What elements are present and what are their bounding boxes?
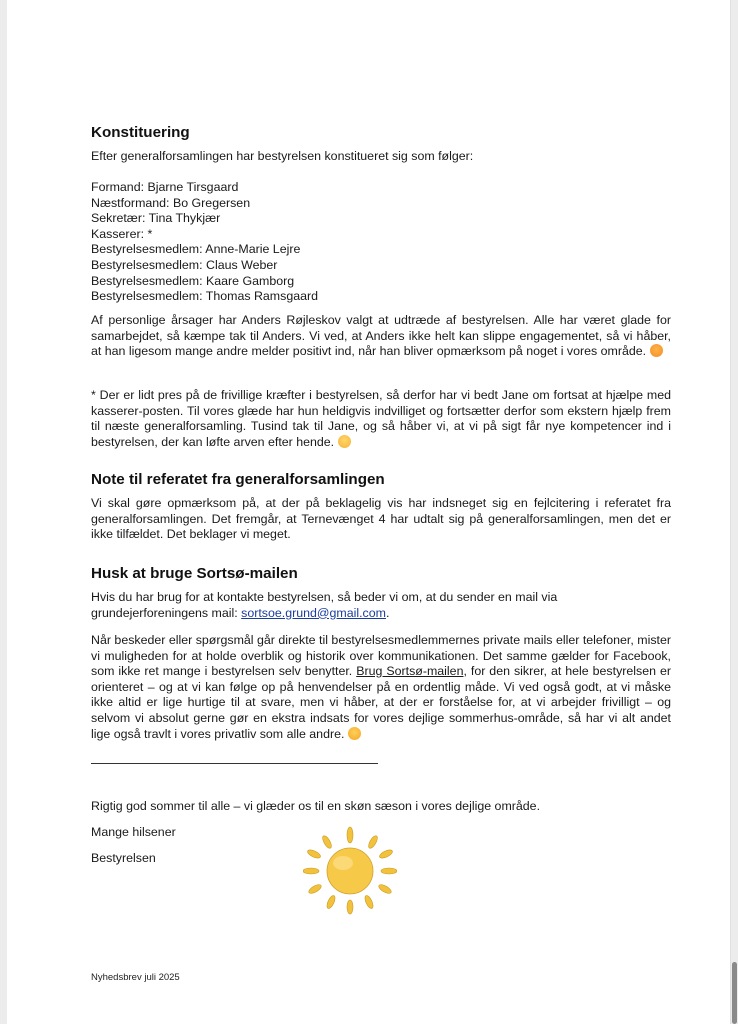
mail-intro-end: . — [385, 605, 390, 620]
closing-signature: Bestyrelsen — [91, 851, 156, 865]
sun-illustration-icon — [303, 826, 397, 916]
heading-mail: Husk at bruge Sortsø-mailen — [91, 565, 298, 582]
winking-face-icon — [338, 435, 351, 448]
mail-paragraph-2 — [91, 633, 671, 742]
resignation-text: Af personlige årsager har Anders Røjleskov valgt at udtræde af bestyrelsen. Alle har været glade for samarbejdet, så kæmpe tak til Anders. Vi ved, at Anders ikke helt kan slippe engagementet, så vi håber, at han ligesom mange andre melder positivt ind, når han bliver opmærksom på noget i vores område. — [91, 313, 671, 359]
board-role: Formand: Bjarne Tirsgaard — [91, 180, 239, 194]
mail-body-text: Når beskeder eller spørgsmål går direkte til bestyrelsesmedlemmernes private mails eller telefoner, mister vi muligheden for at holde overblik og historik over kommunikationen. Det samme gælder for Facebook, som ikke ret mange i bestyrelsen selv benytter. — [91, 633, 671, 679]
board-role: Sekretær: Tina Thykjær — [91, 211, 221, 226]
scrollbar[interactable] — [730, 0, 738, 1024]
konstituering-intro: Efter generalforsamlingen har bestyrelsen konstitueret sig som følger: — [91, 149, 474, 163]
board-role: Næstformand: Bo Gregersen — [91, 195, 251, 210]
board-role: Bestyrelsesmedlem: Anne-Marie Lejre — [91, 242, 301, 257]
closing-greeting: Rigtig god sommer til alle – vi glæder os til en skøn sæson i vores dejlige område. — [91, 799, 541, 813]
footer-text: Nyhedsbrev juli 2025 — [91, 972, 180, 983]
use-mail-emphasis: Brug Sortsø-mailen — [356, 664, 464, 679]
board-role: Bestyrelsesmedlem: Thomas Ramsgaard — [91, 289, 319, 304]
resignation-paragraph — [91, 313, 671, 360]
board-role: Bestyrelsesmedlem: Claus Weber — [91, 257, 278, 272]
mail-body-text-end: , for den sikrer, at hele bestyrelsen er orienteret – og at vi kan følge op på henvendelser på en ordentlig måde. Vi ved også godt, at vi måske ikke altid er lige hurtige til at svare, men vi håber, at der er forståelse for, at vi arbejder frivilligt – og selvom vi absolut gerne gør en ekstra indsats for vores dejlige sommerhus-område, så har vi alt andet lige også travlt i vores privatliv som alle andre. — [91, 664, 671, 741]
treasurer-paragraph — [91, 388, 671, 450]
document-page — [7, 0, 733, 1024]
email-link[interactable]: sortsoe.grund@gmail.com — [241, 605, 386, 620]
mail-paragraph-1 — [91, 590, 671, 621]
heading-konstituering: Konstituering — [91, 124, 190, 141]
treasurer-text: * Der er lidt pres på de frivillige kræfter i bestyrelsen, så derfor har vi bedt Jane om fortsat at hjælpe med kasserer-posten. Til vores glæde har hun heldigvis indvilliget og fortsætter derfor som ekstern hjælp frem til næste generalforsamling. Tusind tak til Jane, og så håber vi, at vi på sigt får nye kompetencer ind i bestyrelsen, der kan løfte arven efter hende. — [91, 388, 671, 449]
smiling-face-icon — [348, 727, 361, 740]
mail-intro-text: Hvis du har brug for at kontakte bestyrelsen, så beder vi om, at du sender en mail via grundejerforeningens mail: — [91, 590, 558, 620]
closing-signoff: Mange hilsener — [91, 825, 176, 839]
scrollbar-thumb[interactable] — [732, 962, 737, 1024]
note-paragraph: Vi skal gøre opmærksom på, at der på beklagelig vis har indsneget sig en fejlcitering i referatet fra generalforsamlingen. Det fremgår, at Ternevænget 4 har udtalt sig på generalforsamlingen, men det er ikke tilfældet. Det beklager vi meget. — [91, 496, 671, 542]
board-role: Bestyrelsesmedlem: Kaare Gamborg — [91, 273, 295, 288]
heading-note: Note til referatet fra generalforsamlingen — [91, 471, 385, 488]
board-role: Kasserer: * — [91, 226, 153, 241]
board-roles-list — [91, 180, 671, 305]
separator-line — [91, 763, 378, 764]
hugging-face-icon — [650, 344, 663, 357]
